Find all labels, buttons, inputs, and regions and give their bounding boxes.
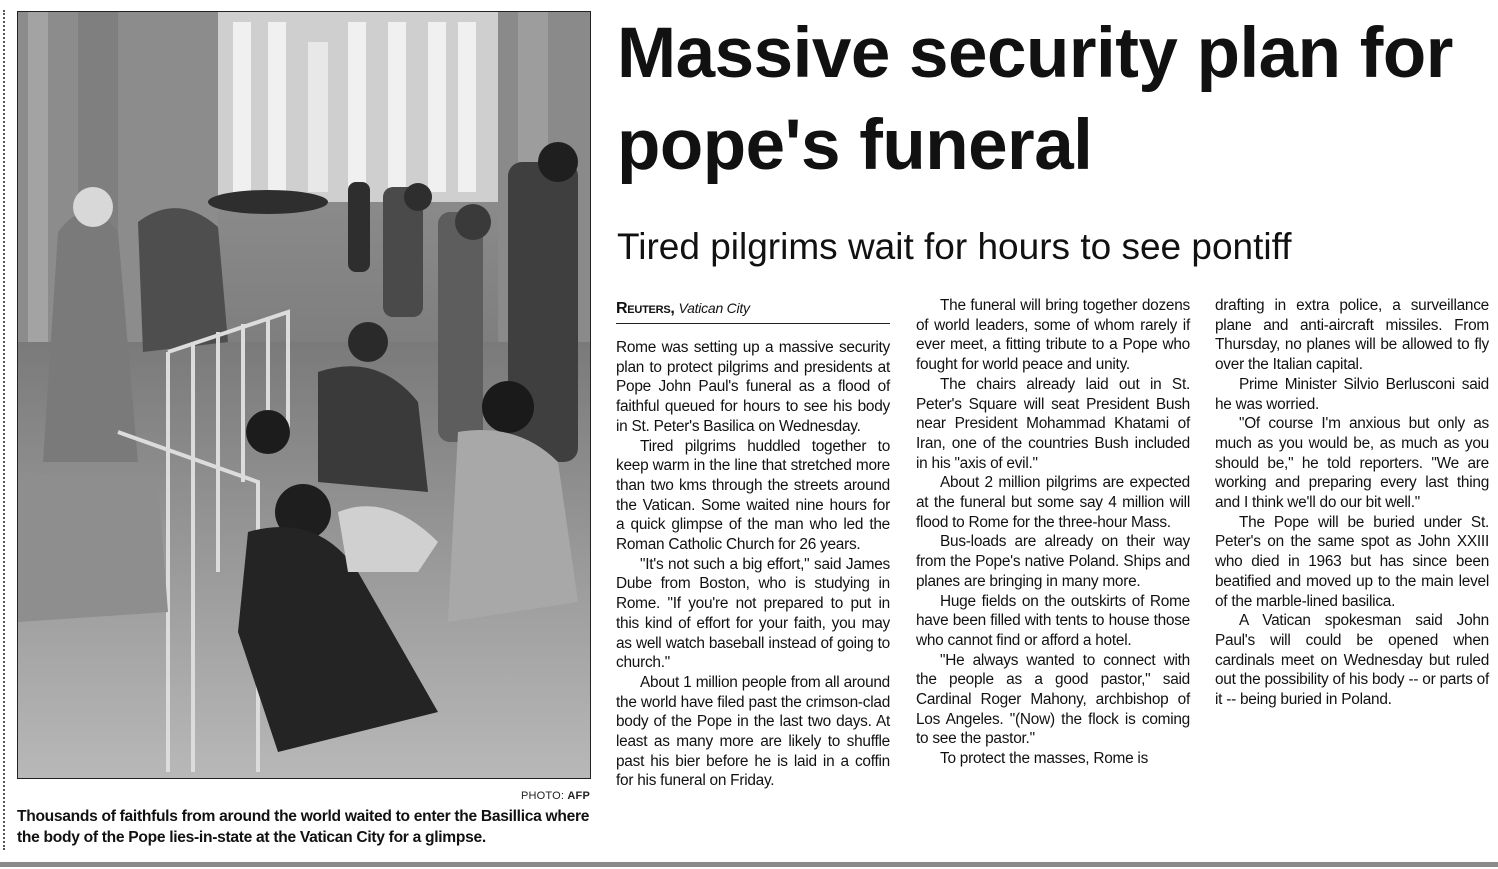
paragraph: Prime Minister Silvio Berlusconi said he was worried.	[1215, 375, 1489, 413]
paragraph: "It's not such a big effort," said James Dube from Boston, who is studying in Rome. "If you're not prepared to put in this kind of effort for your faith, you may as well watch baseball instead of going to church."	[616, 555, 890, 672]
paragraph: The chairs already laid out in St. Peter's Square will seat President Bush near President Mohammad Khatami of Iran, one of the countries Bush included in his "axis of evil."	[916, 375, 1190, 472]
paragraph: "He always wanted to connect with the people as a good pastor," said Cardinal Roger Mahony, archbishop of Los Angeles. "(Now) the flock is coming to see the pastor."	[916, 651, 1190, 748]
paragraph: Rome was setting up a massive security plan to protect pilgrims and presidents at Pope John Paul's funeral as a flood of faithful queued for hours to see his body in St. Peter's Basilica on Wednesday.	[616, 339, 890, 435]
article-column-2	[916, 296, 1190, 769]
subheadline: Tired pilgrims wait for hours to see pontiff	[617, 226, 1292, 267]
paragraph: drafting in extra police, a surveillance plane and anti-aircraft missiles. From Thursday, no planes will be allowed to fly over the Italian capital.	[1215, 297, 1489, 374]
paragraph: About 2 million pilgrims are expected at the funeral but some say 4 million will flood to Rome for the three-hour Mass.	[916, 474, 1190, 531]
paragraph: To protect the masses, Rome is	[940, 750, 1149, 768]
paragraph: "Of course I'm anxious but only as much as you would be, as much as you should be," he told reporters. "We are working and preparing every last thing and I think we'll do our bit well."	[1215, 415, 1489, 512]
paragraph: The Pope will be buried under St. Peter's on the same spot as John XXIII who died in 1963 but has since been beatified and moved up to the main level of the marble-lined basilica.	[1215, 513, 1489, 610]
article-column-3	[1215, 296, 1489, 710]
paragraph: Bus-loads are already on their way from the Pope's native Poland. Ships and planes are bringing in many more.	[916, 533, 1190, 590]
news-photo	[17, 11, 591, 779]
paragraph: Tired pilgrims huddled together to keep warm in the line that stretched more than two kms through the streets around the Vatican. Some waited nine hours for a quick glimpse of the man who led the Roman Catholic Church for 26 years.	[616, 437, 890, 554]
bottom-rule	[0, 862, 1498, 867]
byline	[616, 296, 890, 324]
paragraph: Huge fields on the outskirts of Rome have been filled with tents to house those who cannot find or afford a hotel.	[916, 592, 1190, 649]
article-column-1	[616, 296, 890, 791]
photo-caption: Thousands of faithfuls from around the world waited to enter the Basillica where the body of the Pope lies-in-state at the Vatican City for a glimpse.	[17, 808, 590, 846]
photo-credit-label: PHOTO:	[520, 790, 565, 802]
photo-credit-agency: AFP	[567, 790, 590, 802]
byline-place: Vatican City	[678, 300, 750, 316]
dotted-margin-rule	[3, 10, 5, 850]
byline-agency: Reuters,	[616, 300, 675, 317]
paragraph: The funeral will bring together dozens of world leaders, some of whom rarely if ever meet, a fitting tribute to a Pope who fought for world peace and unity.	[916, 297, 1190, 374]
paragraph: About 1 million people from all around the world have filed past the crimson-clad body of the Pope in the last two days. At least as many more are likely to shuffle past his bier before he is laid in a coffin for his funeral on Friday.	[616, 673, 890, 790]
photo-pilgrims-queue-icon	[18, 12, 590, 778]
photo-credit	[470, 790, 590, 802]
headline: Massive security plan for pope's funeral	[617, 14, 1453, 185]
paragraph: A Vatican spokesman said John Paul's will could be opened when cardinals meet on Wednesday but ruled out the possibility of his body -- or parts of it -- being buried in Poland.	[1215, 612, 1489, 709]
